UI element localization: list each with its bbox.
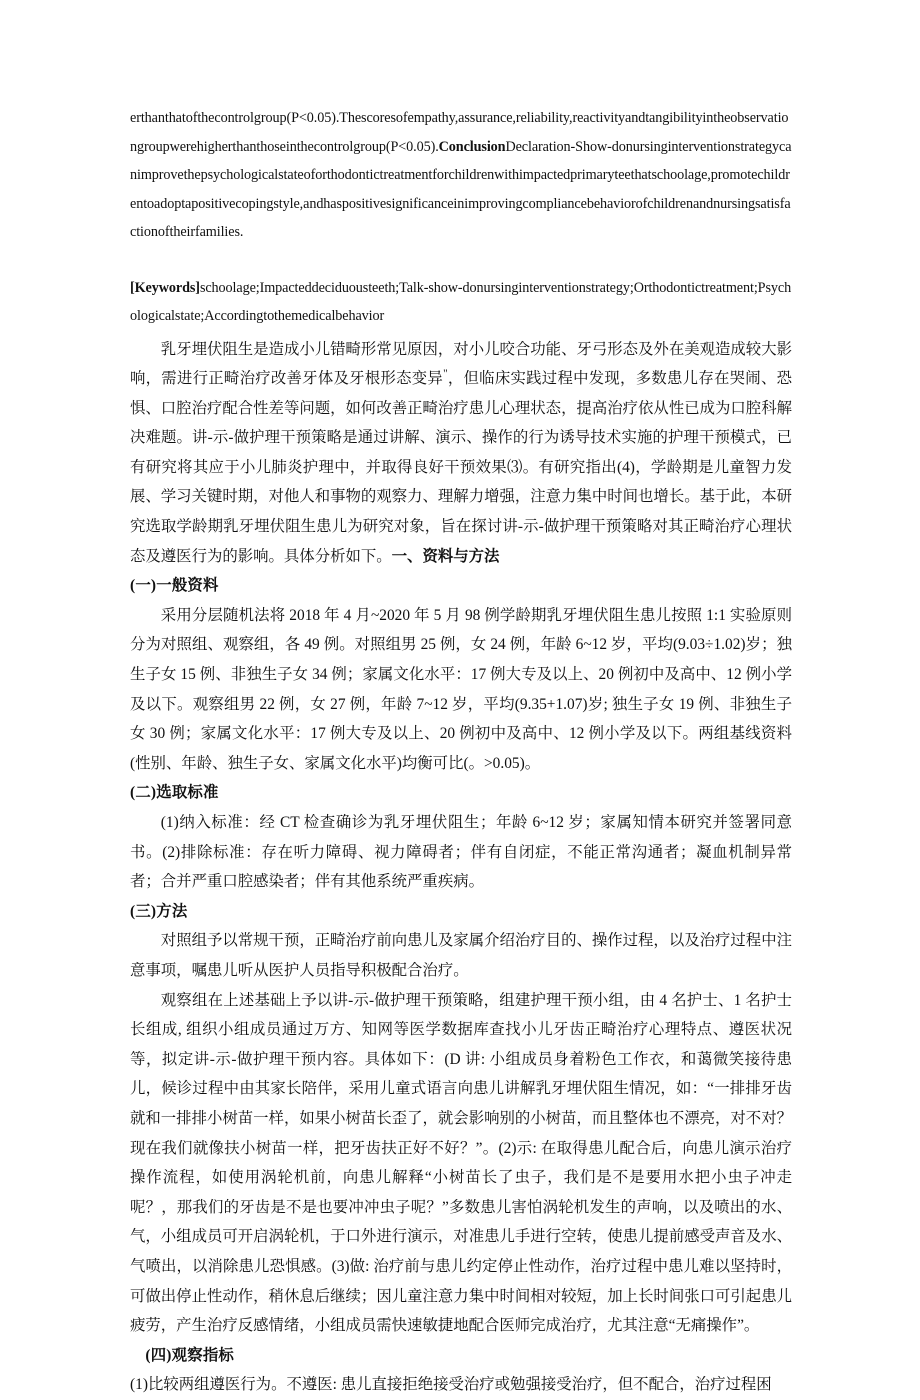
subsection-general-data-paragraph: 采用分层随机法将 2018 年 4 月~2020 年 5 月 98 例学龄期乳牙埋伏阻生患儿按照 1:1 实验原则分为对照组、观察组，各 49 例。对照组男 25 例，女 24 例，年龄 6~12 岁，平均(9.03÷1.02)岁；独生子女 15 例、非独生子女 34 例；家属文化水平：17 例大专及以上、20 例初中及高中、12 例小学及以下。观察组男 22 例，女 27 例，年龄 7~12 岁，平均(9.35+1.07)岁; 独生子女 19 例、非独生子女 30 例；家属文化水平：17 例大专及以上、20 例初中及高中、12 例小学及以下。两组基线资料(性别、年龄、独生子女、家属文化水平)均衡可比(。>0.05)。 — [130, 606, 792, 772]
page-content — [130, 104, 792, 1400]
subsection-selection-criteria-paragraph: (1)纳入标准：经 CT 检查确诊为乳牙埋伏阻生；年龄 6~12 岁；家属知情本研究并签署同意书。(2)排除标准：存在听力障碍、视力障碍者；伴有自闭症，不能正常沟通者；凝血机制异常者；合并严重口腔感染者；伴有其他系统严重疾病。 — [130, 814, 792, 891]
abstract-conclusion-label: Conclusion — [438, 138, 506, 155]
subsection-heading-methods: (三)方法 — [130, 902, 188, 920]
subsection-heading-observation-indicators: (四)观察指标 — [145, 1346, 234, 1364]
keywords-value: schoolage;Impacteddeciduousteeth;Talk-show-donursinginterventionstrategy;Orthodontictreatment;Psychologicalstate;Accordingtothemedicalbehavior — [130, 279, 792, 324]
subsection-observation-indicators-paragraph: (1)比较两组遵医行为。不遵医: 患儿直接拒绝接受治疗或勉强接受治疗，但不配合，治疗过程困 — [130, 1376, 772, 1394]
subsection-methods-paragraph-2: 观察组在上述基础上予以讲-示-做护理干预策略，组建护理干预小组，由 4 名护士、1 名护士长组成, 组织小组成员通过万方、知网等医学数据库查找小儿牙齿正畸治疗心理特点、遵医状况等，拟定讲-示-做护理干预内容。具体如下：(D 讲: 小组成员身着粉色工作衣，和蔼微笑接待患儿，候诊过程中由其家长陪伴，采用儿童式语言向患儿讲解乳牙埋伏阻生情况，如：“一排排牙齿就和一排排小树苗一样，如果小树苗长歪了，就会影响别的小树苗，而且整体也不漂亮，对不对？现在我们就像扶小树苗一样，把牙齿扶正好不好？”。(2)示: 在取得患儿配合后，向患儿演示治疗操作流程，如使用涡轮机前，向患儿解释“小树苗长了虫子，我们是不是要用水把小虫子冲走呢？，那我们的牙齿是不是也要冲冲虫子呢？”多数患儿害怕涡轮机发生的声响，以及喷出的水、气，小组成员可开启涡轮机，于口外进行演示，对准患儿手进行空转，使患儿提前感受声音及水、气喷出，以消除患儿恐惧感。(3)做: 治疗前与患儿约定停止性动作，治疗过程中患儿难以坚持时，可做出停止性动作，稍休息后继续；因儿童注意力集中时间相对较短，加上长时间张口可引起患儿疲劳，产生治疗反感情绪，小组成员需快速敏捷地配合医师完成治疗，尤其注意“无痛操作”。 — [130, 991, 792, 1335]
subsection-heading-general-data: (一)一般资料 — [130, 577, 219, 595]
intro-part-1: 乳牙埋伏阻生是造成小儿错畸形常见原因，对小儿咬合功能、牙弓形态及外在美观造成较大影响，需进行正畸治疗改善牙体及牙根形态变异 — [130, 340, 792, 388]
english-keywords-block — [130, 274, 792, 331]
intro-paragraph — [130, 335, 792, 572]
abstract-segment-1: erthanthatofthecontrolgroup(P<0.05).Thescoresofempathy,assurance,reliability,reactivityandtangibilityintheobservationgroupwerehigherthanthoseinthecontrolgroup(P<0.05). — [130, 110, 789, 155]
citation-marker-1: " — [443, 367, 448, 380]
keywords-label: [Keywords] — [130, 279, 200, 296]
abstract-segment-2: Declaration-Show-donursinginterventionstrategycanimprovethepsychologicalstateoforthodontictreatmentforchildrenwithimpactedprimaryteethatschoolage,promotechildrentoadoptapositivecopingstyle,andhaspositivesignificanceinimprovingcompliancebehaviorofchildrenandnursingsatisfactionoftheirfamilies. — [130, 138, 792, 240]
english-abstract-block — [130, 104, 792, 247]
section-heading-methods: 一、资料与方法 — [391, 547, 500, 565]
subsection-heading-selection-criteria: (二)选取标准 — [130, 784, 219, 802]
chinese-body — [130, 335, 792, 1400]
intro-part-2: ，但临床实践过程中发现，多数患儿存在哭闹、恐惧、口腔治疗配合性差等问题，如何改善正畸治疗患儿心理状态，提高治疗依从性已成为口腔科解决难题。讲-示-做护理干预策略是通过讲解、演示、操作的行为诱导技术实施的护理干预模式，已有研究将其应于小儿肺炎护理中，并取得良好干预效果⑶。有研究指出(4)，学龄期是儿童智力发展、学习关键时期，对他人和事物的观察力、理解力增强，注意力集中时间也增长。基于此，本研究选取学龄期乳牙埋伏阻生患儿为研究对象，旨在探讨讲-示-做护理干预策略对其正畸治疗心理状态及遵医行为的影响。具体分析如下。 — [130, 370, 792, 565]
subsection-methods-paragraph-1: 对照组予以常规干预，正畸治疗前向患儿及家属介绍治疗目的、操作过程，以及治疗过程中注意事项，嘱患儿听从医护人员指导积极配合治疗。 — [130, 932, 792, 979]
